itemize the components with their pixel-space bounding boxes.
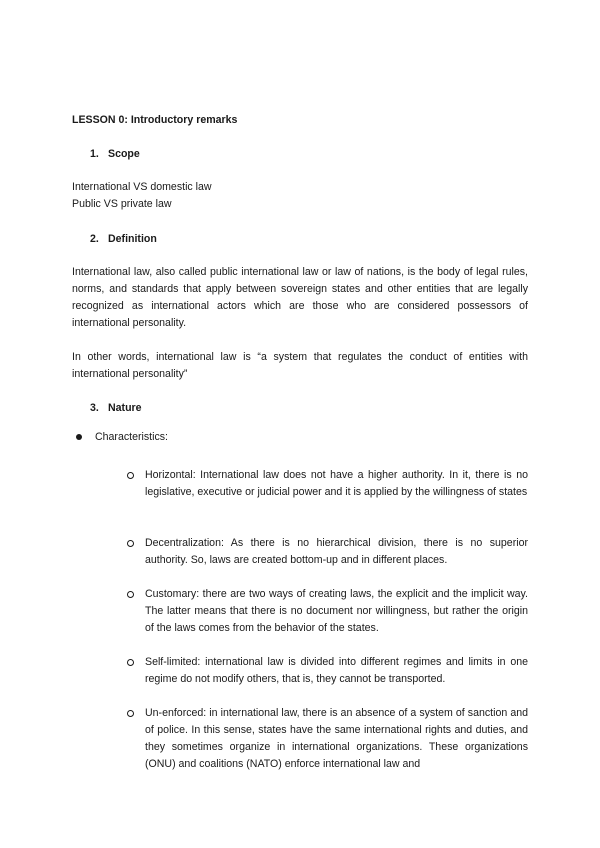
characteristic-item: Un-enforced: in international law, there is an absence of a system of sanction and of police. In this sense, states have the same international rights and duties, and they sometimes organize in international organizations. These organizations (ONU) and coalitions (NATO) enforce international law and [145,707,528,770]
characteristic-item: Self-limited: international law is divided into different regimes and limits in one regime do not modify others, that is, they cannot be transported. [145,656,528,685]
section-title: Nature [108,402,142,414]
scope-line: Public VS private law [72,198,172,210]
characteristic-item: Decentralization: As there is no hierarchical division, there is no superior authority. So, laws are created bottom-up and in different places. [145,537,528,566]
characteristic-item: Horizontal: International law does not have a higher authority. In it, there is no legislative, executive or judicial power and it is applied by the willingness of states [145,469,528,498]
circle-bullet-icon [127,710,134,717]
characteristic-item: Customary: there are two ways of creating laws, the explicit and the implicit way. The latter means that there is no document nor willingness, but rather the origin of the laws comes from the behavior of the states. [145,588,528,634]
section-heading-nature [90,400,142,417]
circle-bullet-icon [127,591,134,598]
section-title: Scope [108,148,140,160]
definition-paragraph: International law, also called public international law or law of nations, is the body of legal rules, norms, and standards that apply between sovereign states and other entities that are legally recognized as international actors which are those who are considered possessors of international personality. [72,266,528,329]
circle-bullet-icon [127,659,134,666]
section-heading-scope [90,146,140,163]
circle-bullet-icon [127,540,134,547]
section-number: 2. [90,233,99,245]
section-number: 1. [90,148,99,160]
characteristics-label: Characteristics: [95,431,168,443]
section-number: 3. [90,402,99,414]
lesson-title: LESSON 0: Introductory remarks [72,114,238,126]
circle-bullet-icon [127,472,134,479]
section-title: Definition [108,233,157,245]
section-heading-definition [90,231,157,248]
definition-paragraph: In other words, international law is “a system that regulates the conduct of entities with international personality” [72,351,528,380]
bullet-dot-icon [76,434,82,440]
scope-line: International VS domestic law [72,181,212,193]
